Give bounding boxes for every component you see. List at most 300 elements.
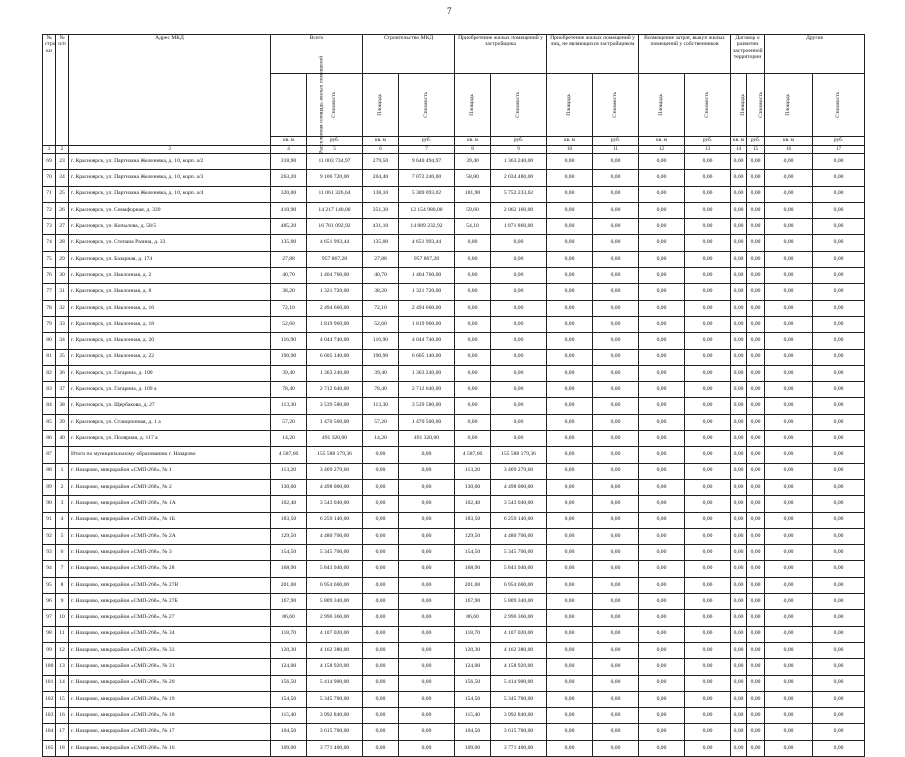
index-cell: 104 xyxy=(43,724,56,740)
value-cell: 0,00 xyxy=(731,642,747,658)
value-cell: 0,00 xyxy=(547,365,593,381)
value-cell: 0,00 xyxy=(593,186,639,202)
value-cell: 0,00 xyxy=(547,691,593,707)
column-number-cell: 9 xyxy=(491,146,547,154)
subheader-label: Стоимость xyxy=(758,92,765,118)
value-cell: 181,90 xyxy=(455,186,491,202)
value-cell: 7 072 240,00 xyxy=(399,170,455,186)
value-cell: 0,00 xyxy=(747,626,765,642)
value-cell: 0,00 xyxy=(399,463,455,479)
value-cell: 154,50 xyxy=(271,545,307,561)
header-total: Всего xyxy=(271,35,363,74)
value-cell: 72,10 xyxy=(271,300,307,316)
subheader-cell xyxy=(307,74,363,137)
value-cell: 957 867,28 xyxy=(307,251,363,267)
value-cell: 0,00 xyxy=(363,447,399,463)
value-cell: 0,00 xyxy=(747,235,765,251)
value-cell: 0,00 xyxy=(547,414,593,430)
address-cell: г. Назарово, микрорайон «СМП-268», № 16 xyxy=(69,740,271,756)
value-cell: 154,50 xyxy=(455,691,491,707)
table-body xyxy=(43,146,865,757)
column-number-cell: 3 xyxy=(69,146,271,154)
index-cell: 84 xyxy=(43,398,56,414)
column-number-cell: 4 xyxy=(271,146,307,154)
value-cell: 0,00 xyxy=(593,626,639,642)
index-cell: 29 xyxy=(56,251,69,267)
table-row xyxy=(43,463,865,479)
value-cell: 0,00 xyxy=(765,479,813,495)
value-cell: 0,00 xyxy=(685,414,731,430)
value-cell: 16 761 092,92 xyxy=(307,219,363,235)
value-cell: 4 162 380,00 xyxy=(307,642,363,658)
address-cell: г. Красноярск, ул. Партизана Железняка, д. 10, корп. а/4 xyxy=(69,186,271,202)
header-acq-developer: Приобретение жилых помещений у застройщика xyxy=(455,35,547,74)
table-row xyxy=(43,447,865,463)
value-cell: 0,00 xyxy=(593,577,639,593)
value-cell: 0,00 xyxy=(491,333,547,349)
value-cell: 0,00 xyxy=(639,170,685,186)
value-cell: 0,00 xyxy=(399,626,455,642)
value-cell: 0,00 xyxy=(685,186,731,202)
value-cell: 0,00 xyxy=(593,447,639,463)
value-cell: 0,00 xyxy=(399,528,455,544)
value-cell: 0,00 xyxy=(639,382,685,398)
index-cell: 6 xyxy=(56,545,69,561)
value-cell: 201,00 xyxy=(455,577,491,593)
index-cell: 39 xyxy=(56,414,69,430)
value-cell: 0,00 xyxy=(639,659,685,675)
table-row xyxy=(43,659,865,675)
value-cell: 0,00 xyxy=(747,496,765,512)
value-cell: 0,00 xyxy=(731,561,747,577)
subheader-label: Стоимость xyxy=(330,92,337,118)
value-cell: 0,00 xyxy=(639,496,685,512)
subheader-label: Стоимость xyxy=(611,92,618,118)
value-cell: 124,00 xyxy=(271,659,307,675)
value-cell: 5 809 340,00 xyxy=(307,594,363,610)
value-cell: 0,00 xyxy=(813,594,865,610)
value-cell: 0,00 xyxy=(765,463,813,479)
value-cell: 0,00 xyxy=(685,202,731,218)
value-cell: 0,00 xyxy=(639,610,685,626)
unit-cell: руб. xyxy=(491,137,547,146)
subheader-cell xyxy=(813,74,865,137)
value-cell: 113,30 xyxy=(271,398,307,414)
value-cell: 2 062 160,00 xyxy=(491,202,547,218)
value-cell: 0,00 xyxy=(639,235,685,251)
value-cell: 102,40 xyxy=(455,496,491,512)
index-cell: 38 xyxy=(56,398,69,414)
value-cell: 0,00 xyxy=(747,512,765,528)
address-cell: г. Красноярск, ул. Семафорная, д. 339 xyxy=(69,202,271,218)
value-cell: 0,00 xyxy=(731,170,747,186)
value-cell: 0,00 xyxy=(731,479,747,495)
index-cell: 99 xyxy=(43,642,56,658)
value-cell: 0,00 xyxy=(639,528,685,544)
table-row xyxy=(43,235,865,251)
value-cell: 9 106 720,00 xyxy=(307,170,363,186)
value-cell: 0,00 xyxy=(813,219,865,235)
index-cell: 85 xyxy=(43,414,56,430)
index-cell xyxy=(56,447,69,463)
value-cell: 0,00 xyxy=(813,186,865,202)
subheader-cell xyxy=(685,74,731,137)
value-cell: 0,00 xyxy=(685,642,731,658)
value-cell: 0,00 xyxy=(747,463,765,479)
address-cell: г. Назарово, микрорайон «СМП-268», № 2А xyxy=(69,528,271,544)
value-cell: 0,00 xyxy=(547,594,593,610)
value-cell: 0,00 xyxy=(547,268,593,284)
value-cell: 0,00 xyxy=(491,251,547,267)
value-cell: 0,00 xyxy=(731,365,747,381)
value-cell: 0,00 xyxy=(685,528,731,544)
value-cell: 0,00 xyxy=(747,528,765,544)
value-cell: 0,00 xyxy=(765,577,813,593)
value-cell: 2 712 640,00 xyxy=(307,382,363,398)
value-cell: 0,00 xyxy=(731,300,747,316)
header-row-no: № стро ки xyxy=(43,35,56,146)
value-cell: 0,00 xyxy=(813,333,865,349)
value-cell: 0,00 xyxy=(731,268,747,284)
value-cell: 0,00 xyxy=(685,349,731,365)
value-cell: 0,00 xyxy=(685,284,731,300)
value-cell: 0,00 xyxy=(547,512,593,528)
unit-cell: кв. м xyxy=(639,137,685,146)
address-cell: г. Красноярск, ул. Гагарина, д. 100 xyxy=(69,365,271,381)
subheader-label: Площадь xyxy=(565,94,572,116)
value-cell: 4 651 993,44 xyxy=(307,235,363,251)
address-cell: г. Назарово, микрорайон «СМП-268», № 34 xyxy=(69,626,271,642)
index-cell: 74 xyxy=(43,235,56,251)
unit-cell: кв. м xyxy=(547,137,593,146)
value-cell: 0,00 xyxy=(593,333,639,349)
value-cell: 0,00 xyxy=(731,431,747,447)
index-cell: 9 xyxy=(56,594,69,610)
value-cell: 0,00 xyxy=(491,284,547,300)
value-cell: 0,00 xyxy=(731,659,747,675)
value-cell: 0,00 xyxy=(455,398,491,414)
value-cell: 0,00 xyxy=(547,479,593,495)
value-cell: 0,00 xyxy=(547,235,593,251)
value-cell: 0,00 xyxy=(731,724,747,740)
value-cell: 118,70 xyxy=(455,626,491,642)
value-cell: 0,00 xyxy=(813,170,865,186)
index-cell: 91 xyxy=(43,512,56,528)
value-cell: 0,00 xyxy=(765,414,813,430)
value-cell: 0,00 xyxy=(747,724,765,740)
index-cell: 37 xyxy=(56,382,69,398)
value-cell: 0,00 xyxy=(547,642,593,658)
value-cell: 4 158 920,00 xyxy=(491,659,547,675)
value-cell: 0,00 xyxy=(639,349,685,365)
index-cell: 69 xyxy=(43,154,56,170)
unit-cell: руб. xyxy=(307,137,363,146)
value-cell: 0,00 xyxy=(747,479,765,495)
index-cell: 96 xyxy=(43,594,56,610)
value-cell: 0,00 xyxy=(593,268,639,284)
value-cell: 0,00 xyxy=(765,316,813,332)
value-cell: 0,00 xyxy=(363,724,399,740)
value-cell: 0,00 xyxy=(685,154,731,170)
value-cell: 0,00 xyxy=(399,479,455,495)
value-cell: 0,00 xyxy=(813,545,865,561)
index-cell: 95 xyxy=(43,577,56,593)
value-cell: 156,50 xyxy=(271,675,307,691)
table-row xyxy=(43,268,865,284)
value-cell: 0,00 xyxy=(593,316,639,332)
value-cell: 0,00 xyxy=(747,268,765,284)
header-contract: Договор о развитии застроенной территории xyxy=(731,35,765,74)
value-cell: 0,00 xyxy=(813,316,865,332)
subheader-label: Расселяемая площадь жилых помещений xyxy=(318,55,325,155)
value-cell: 0,00 xyxy=(813,398,865,414)
value-cell: 0,00 xyxy=(363,577,399,593)
value-cell: 1 363 240,00 xyxy=(491,154,547,170)
value-cell: 0,00 xyxy=(765,202,813,218)
value-cell: 0,00 xyxy=(455,284,491,300)
address-cell: г. Красноярск, ул. Наклонная, д. 22 xyxy=(69,349,271,365)
index-cell: 31 xyxy=(56,284,69,300)
value-cell: 1 321 720,00 xyxy=(399,284,455,300)
value-cell: 113,20 xyxy=(271,463,307,479)
value-cell: 0,00 xyxy=(639,333,685,349)
address-cell: г. Красноярск, ул. Партизана Железняка, д. 10, корп. а/3 xyxy=(69,170,271,186)
value-cell: 0,00 xyxy=(593,610,639,626)
value-cell: 0,00 xyxy=(731,251,747,267)
value-cell: 0,00 xyxy=(747,284,765,300)
value-cell: 0,00 xyxy=(455,268,491,284)
value-cell: 0,00 xyxy=(491,300,547,316)
index-cell: 80 xyxy=(43,333,56,349)
value-cell: 0,00 xyxy=(731,528,747,544)
value-cell: 155 588 179,36 xyxy=(491,447,547,463)
index-cell: 2 xyxy=(56,479,69,495)
value-cell: 6 954 600,00 xyxy=(491,577,547,593)
index-cell: 36 xyxy=(56,365,69,381)
address-cell: г. Назарово, микрорайон «СМП-268», № 17 xyxy=(69,724,271,740)
value-cell: 0,00 xyxy=(491,316,547,332)
value-cell: 0,00 xyxy=(765,642,813,658)
subheader-label: Стоимость xyxy=(514,92,521,118)
index-cell: 18 xyxy=(56,740,69,756)
value-cell: 0,00 xyxy=(765,675,813,691)
index-cell: 34 xyxy=(56,333,69,349)
value-cell: 0,00 xyxy=(547,251,593,267)
value-cell: 0,00 xyxy=(813,642,865,658)
value-cell: 168,90 xyxy=(271,561,307,577)
column-number-cell: 13 xyxy=(685,146,731,154)
value-cell: 0,00 xyxy=(399,740,455,756)
value-cell: 3 771 400,00 xyxy=(491,740,547,756)
address-cell: г. Назарово, микрорайон «СМП-268», № 1Б xyxy=(69,512,271,528)
index-cell: 33 xyxy=(56,316,69,332)
value-cell: 0,00 xyxy=(399,512,455,528)
value-cell: 431,10 xyxy=(363,219,399,235)
index-cell: 101 xyxy=(43,675,56,691)
table-row xyxy=(43,170,865,186)
value-cell: 0,00 xyxy=(363,708,399,724)
address-cell: г. Красноярск, ул. Базарная, д. 174 xyxy=(69,251,271,267)
value-cell: 0,00 xyxy=(731,284,747,300)
table-row xyxy=(43,496,865,512)
index-cell: 105 xyxy=(43,740,56,756)
value-cell: 120,30 xyxy=(271,642,307,658)
value-cell: 0,00 xyxy=(455,349,491,365)
value-cell: 129,50 xyxy=(271,528,307,544)
value-cell: 0,00 xyxy=(639,365,685,381)
index-cell: 100 xyxy=(43,659,56,675)
index-cell: 76 xyxy=(43,268,56,284)
value-cell: 0,00 xyxy=(731,512,747,528)
value-cell: 0,00 xyxy=(813,382,865,398)
value-cell: 0,00 xyxy=(747,659,765,675)
value-cell: 0,00 xyxy=(813,202,865,218)
index-cell: 79 xyxy=(43,316,56,332)
value-cell: 0,00 xyxy=(765,626,813,642)
value-cell: 0,00 xyxy=(813,724,865,740)
value-cell: 0,00 xyxy=(747,691,765,707)
value-cell: 3 992 840,00 xyxy=(491,708,547,724)
value-cell: 0,00 xyxy=(765,219,813,235)
value-cell: 0,00 xyxy=(685,626,731,642)
value-cell: 4 498 000,00 xyxy=(307,479,363,495)
value-cell: 0,00 xyxy=(731,675,747,691)
index-cell: 97 xyxy=(43,610,56,626)
value-cell: 4 498 000,00 xyxy=(491,479,547,495)
value-cell: 0,00 xyxy=(639,398,685,414)
value-cell: 4 162 380,00 xyxy=(491,642,547,658)
subheader-cell xyxy=(399,74,455,137)
value-cell: 0,00 xyxy=(399,610,455,626)
value-cell: 0,00 xyxy=(363,545,399,561)
value-cell: 0,00 xyxy=(685,170,731,186)
value-cell: 4 107 020,00 xyxy=(307,626,363,642)
value-cell: 0,00 xyxy=(731,740,747,756)
address-cell: г. Красноярск, ул. Копылова, д. 58/5 xyxy=(69,219,271,235)
value-cell: 3 539 580,00 xyxy=(399,398,455,414)
value-cell: 0,00 xyxy=(547,219,593,235)
value-cell: 1 404 760,00 xyxy=(399,268,455,284)
value-cell: 0,00 xyxy=(547,333,593,349)
value-cell: 0,00 xyxy=(765,284,813,300)
index-cell: 98 xyxy=(43,626,56,642)
value-cell: 0,00 xyxy=(813,610,865,626)
value-cell: 0,00 xyxy=(593,300,639,316)
value-cell: 4 587,60 xyxy=(455,447,491,463)
value-cell: 1 470 500,00 xyxy=(307,414,363,430)
value-cell: 0,00 xyxy=(765,170,813,186)
value-cell: 0,00 xyxy=(639,724,685,740)
value-cell: 154,50 xyxy=(455,545,491,561)
table-row xyxy=(43,577,865,593)
value-cell: 0,00 xyxy=(747,594,765,610)
value-cell: 0,00 xyxy=(685,463,731,479)
value-cell: 0,00 xyxy=(685,724,731,740)
index-cell: 15 xyxy=(56,691,69,707)
index-cell: 32 xyxy=(56,300,69,316)
address-cell: г. Назарово, микрорайон «СМП-268», № 20 xyxy=(69,675,271,691)
value-cell: 0,00 xyxy=(685,235,731,251)
unit-cell: кв. м xyxy=(731,137,747,146)
value-cell: 0,00 xyxy=(685,219,731,235)
table-row xyxy=(43,365,865,381)
value-cell: 0,00 xyxy=(813,365,865,381)
index-cell: 70 xyxy=(43,170,56,186)
value-cell: 0,00 xyxy=(455,316,491,332)
column-number-cell: 5 xyxy=(307,146,363,154)
value-cell: 0,00 xyxy=(765,545,813,561)
value-cell: 0,00 xyxy=(639,479,685,495)
value-cell: 0,00 xyxy=(593,382,639,398)
value-cell: 0,00 xyxy=(747,577,765,593)
value-cell: 0,00 xyxy=(813,463,865,479)
column-number-cell: 11 xyxy=(593,146,639,154)
value-cell: 5 843 940,00 xyxy=(307,561,363,577)
table-row xyxy=(43,414,865,430)
column-number-cell: 17 xyxy=(813,146,865,154)
address-cell: г. Назарово, микрорайон «СМП-268», № 27В xyxy=(69,577,271,593)
value-cell: 0,00 xyxy=(747,447,765,463)
subheader-cell xyxy=(455,74,491,137)
address-cell: г. Назарово, микрорайон «СМП-268», № 33 xyxy=(69,642,271,658)
index-cell: 35 xyxy=(56,349,69,365)
value-cell: 130,00 xyxy=(455,479,491,495)
value-cell: 0,00 xyxy=(455,365,491,381)
value-cell: 1 470 500,00 xyxy=(399,414,455,430)
value-cell: 72,10 xyxy=(363,300,399,316)
value-cell: 0,00 xyxy=(731,447,747,463)
value-cell: 11 061 326,64 xyxy=(307,186,363,202)
value-cell: 0,00 xyxy=(685,398,731,414)
value-cell: 0,00 xyxy=(747,251,765,267)
value-cell: 0,00 xyxy=(685,382,731,398)
index-cell: 89 xyxy=(43,479,56,495)
value-cell: 52,60 xyxy=(363,316,399,332)
value-cell: 0,00 xyxy=(547,316,593,332)
value-cell: 0,00 xyxy=(747,398,765,414)
value-cell: 124,00 xyxy=(455,659,491,675)
value-cell: 0,00 xyxy=(399,642,455,658)
index-cell: 27 xyxy=(56,219,69,235)
value-cell: 2 034 480,00 xyxy=(491,170,547,186)
value-cell: 104,50 xyxy=(271,724,307,740)
address-cell: г. Назарово, микрорайон «СМП-268», № 19 xyxy=(69,691,271,707)
value-cell: 190,90 xyxy=(271,349,307,365)
address-cell: г. Назарово, микрорайон «СМП-268», № 27 xyxy=(69,610,271,626)
value-cell: 0,00 xyxy=(547,154,593,170)
value-cell: 0,00 xyxy=(639,675,685,691)
index-cell: 94 xyxy=(43,561,56,577)
value-cell: 0,00 xyxy=(491,365,547,381)
index-cell: 103 xyxy=(43,708,56,724)
table-row xyxy=(43,642,865,658)
column-number-cell: 16 xyxy=(765,146,813,154)
value-cell: 0,00 xyxy=(639,642,685,658)
unit-cell: кв. м xyxy=(271,137,307,146)
value-cell: 0,00 xyxy=(765,349,813,365)
value-cell: 0,00 xyxy=(685,496,731,512)
value-cell: 0,00 xyxy=(765,496,813,512)
address-cell: г. Назарово, микрорайон «СМП-268», № 18 xyxy=(69,708,271,724)
value-cell: 156,50 xyxy=(455,675,491,691)
value-cell: 109,00 xyxy=(271,740,307,756)
value-cell: 58,80 xyxy=(455,170,491,186)
value-cell: 11 003 734,97 xyxy=(307,154,363,170)
subheader-cell xyxy=(363,74,399,137)
value-cell: 0,00 xyxy=(813,512,865,528)
address-cell: Итого по муниципальному образованию г. Назарово xyxy=(69,447,271,463)
header-pp-no: № п/п xyxy=(56,35,69,146)
